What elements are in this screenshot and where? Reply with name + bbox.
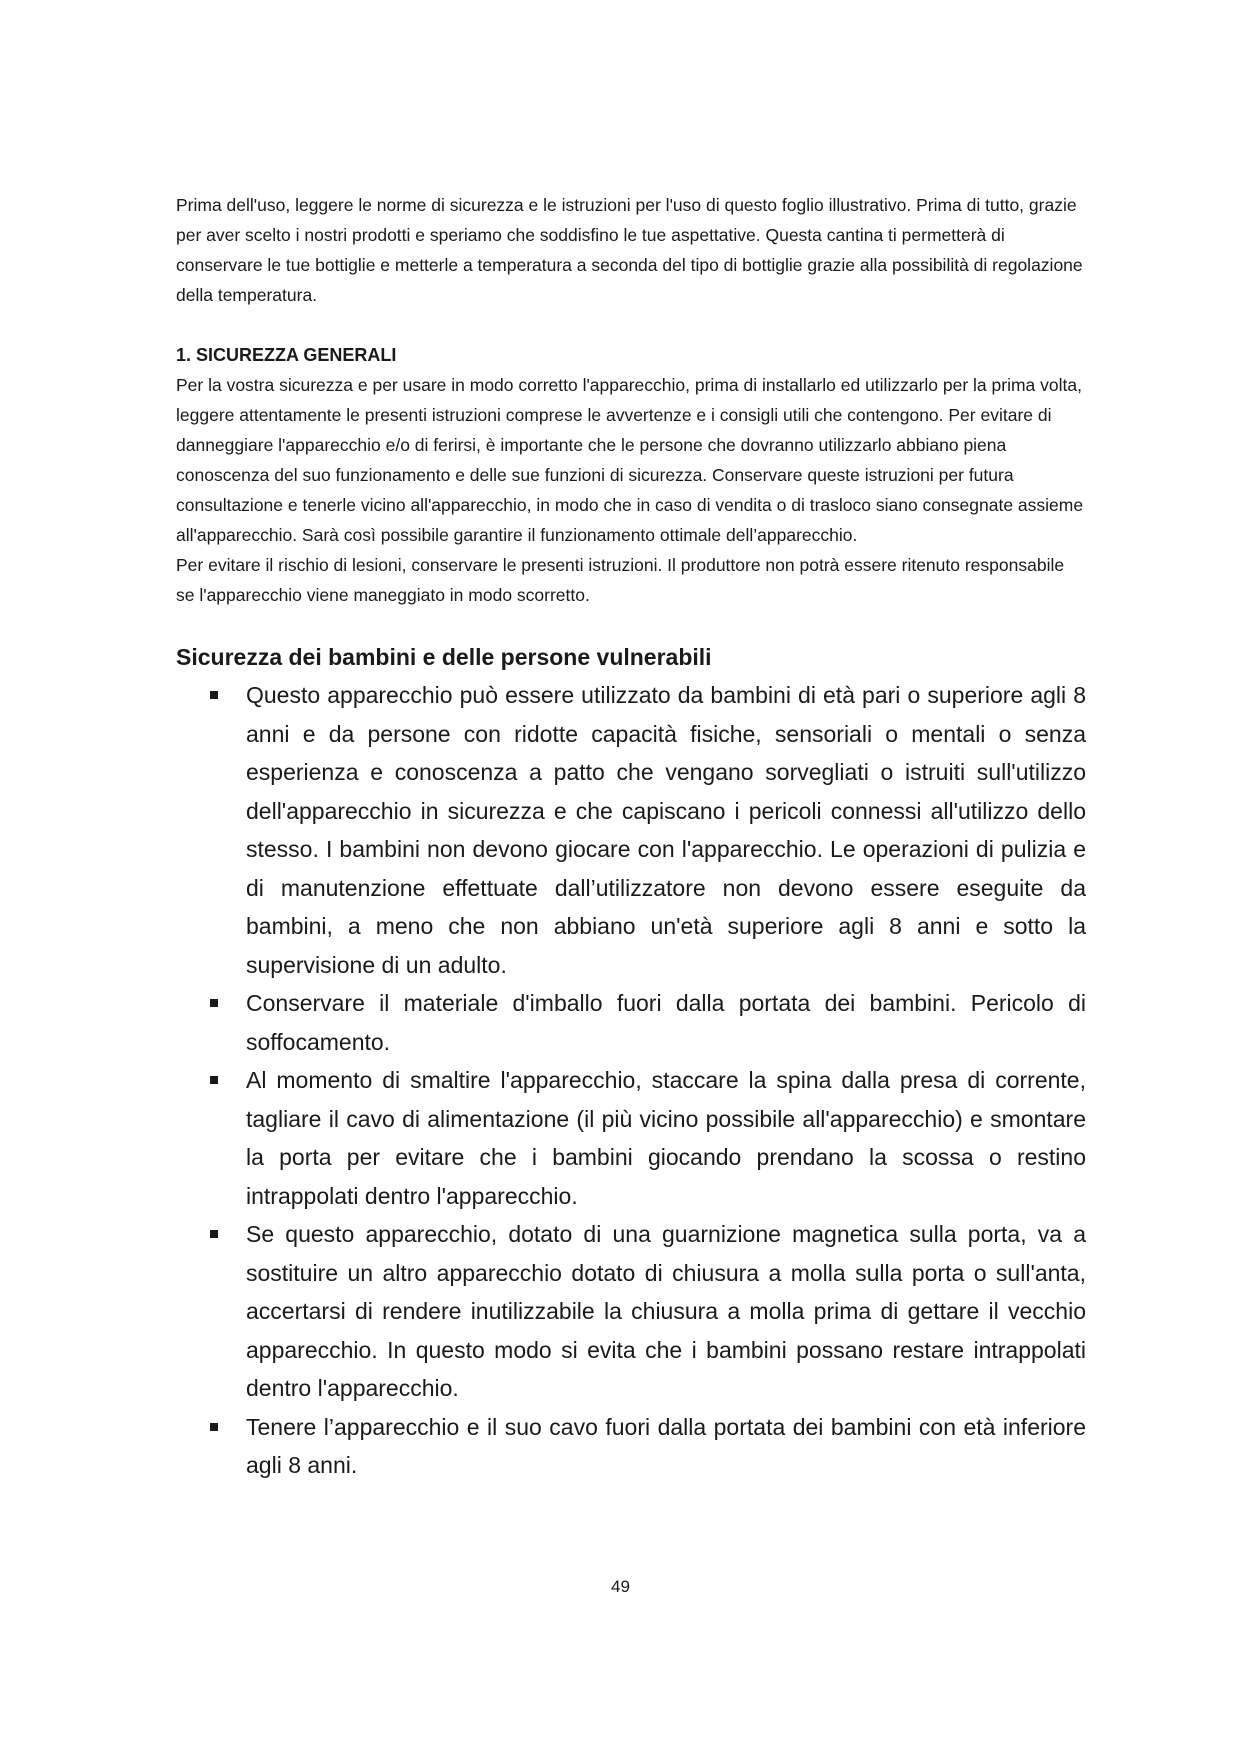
list-item: Tenere l’apparecchio e il suo cavo fuori dalla portata dei bambini con età inferiore agli 8 anni. [246,1408,1086,1485]
list-item: Questo apparecchio può essere utilizzato da bambini di età pari o superiore agli 8 anni e da persone con ridotte capacità fisiche, sensoriali o mentali o senza esperienza e conoscenza a patto che vengano sorvegliati o istruiti sull'utilizzo dell'apparecchio in sicurezza e che capiscano i pericoli connessi all'utilizzo dello stesso. I bambini non devono giocare con l'apparecchio. Le operazioni di pulizia e di manutenzione effettuate dall’utilizzatore non devono essere eseguite da bambini, a meno che non abbiano un'età superiore agli 8 anni e sotto la supervisione di un adulto. [246,676,1086,984]
intro-paragraph: Prima dell'uso, leggere le norme di sicurezza e le istruzioni per l'uso di questo foglio illustrativo. Prima di tutto, grazie per aver scelto i nostri prodotti e speriamo che soddisfino le tue aspettative. Questa cantina ti permetterà di conservare le tue bottiglie e metterle a temperatura a seconda del tipo di bottiglie grazie alla possibilità di regolazione della temperatura. [176,195,1083,305]
section-body [176,370,1086,610]
square-bullet-icon [210,1423,218,1431]
bullet-list [176,676,1086,1485]
list-item: Al momento di smaltire l'apparecchio, staccare la spina dalla presa di corrente, tagliare il cavo di alimentazione (il più vicino possibile all'apparecchio) e smontare la porta per evitare che i bambini giocando prendano la scossa o restino intrappolati dentro l'apparecchio. [246,1061,1086,1215]
section-paragraph: Per evitare il rischio di lesioni, conservare le presenti istruzioni. Il produttore non potrà essere ritenuto responsabile se l'apparecchio viene maneggiato in modo scorretto. [176,555,1065,605]
document-page [176,190,1086,1485]
list-item: Se questo apparecchio, dotato di una guarnizione magnetica sulla porta, va a sostituire un altro apparecchio dotato di chiusura a molla sulla porta o sull'anta, accertarsi di rendere inutilizzabile la chiusura a molla prima di gettare il vecchio apparecchio. In questo modo si evita che i bambini possano restare intrappolati dentro l'apparecchio. [246,1215,1086,1408]
list-item: Conservare il materiale d'imballo fuori dalla portata dei bambini. Pericolo di soffocamento. [246,984,1086,1061]
page-number: 49 [611,1577,630,1596]
section-title: 1. SICUREZZA GENERALI [176,345,397,365]
square-bullet-icon [210,1230,218,1238]
square-bullet-icon [210,1076,218,1084]
square-bullet-icon [210,691,218,699]
square-bullet-icon [210,999,218,1007]
subsection-title: Sicurezza dei bambini e delle persone vulnerabili [176,644,712,670]
section-paragraph: Per la vostra sicurezza e per usare in modo corretto l'apparecchio, prima di installarlo ed utilizzarlo per la prima volta, leggere attentamente le presenti istruzioni comprese le avvertenze e i consigli utili che contengono. Per evitare di danneggiare l'apparecchio e/o di ferirsi, è importante che le persone che dovranno utilizzarlo abbiano piena conoscenza del suo funzionamento e delle sue funzioni di sicurezza. Conservare queste istruzioni per futura consultazione e tenerle vicino all'apparecchio, in modo che in caso di vendita o di trasloco siano consegnate assieme all'apparecchio. Sarà così possibile garantire il funzionamento ottimale dell’apparecchio. [176,375,1084,545]
